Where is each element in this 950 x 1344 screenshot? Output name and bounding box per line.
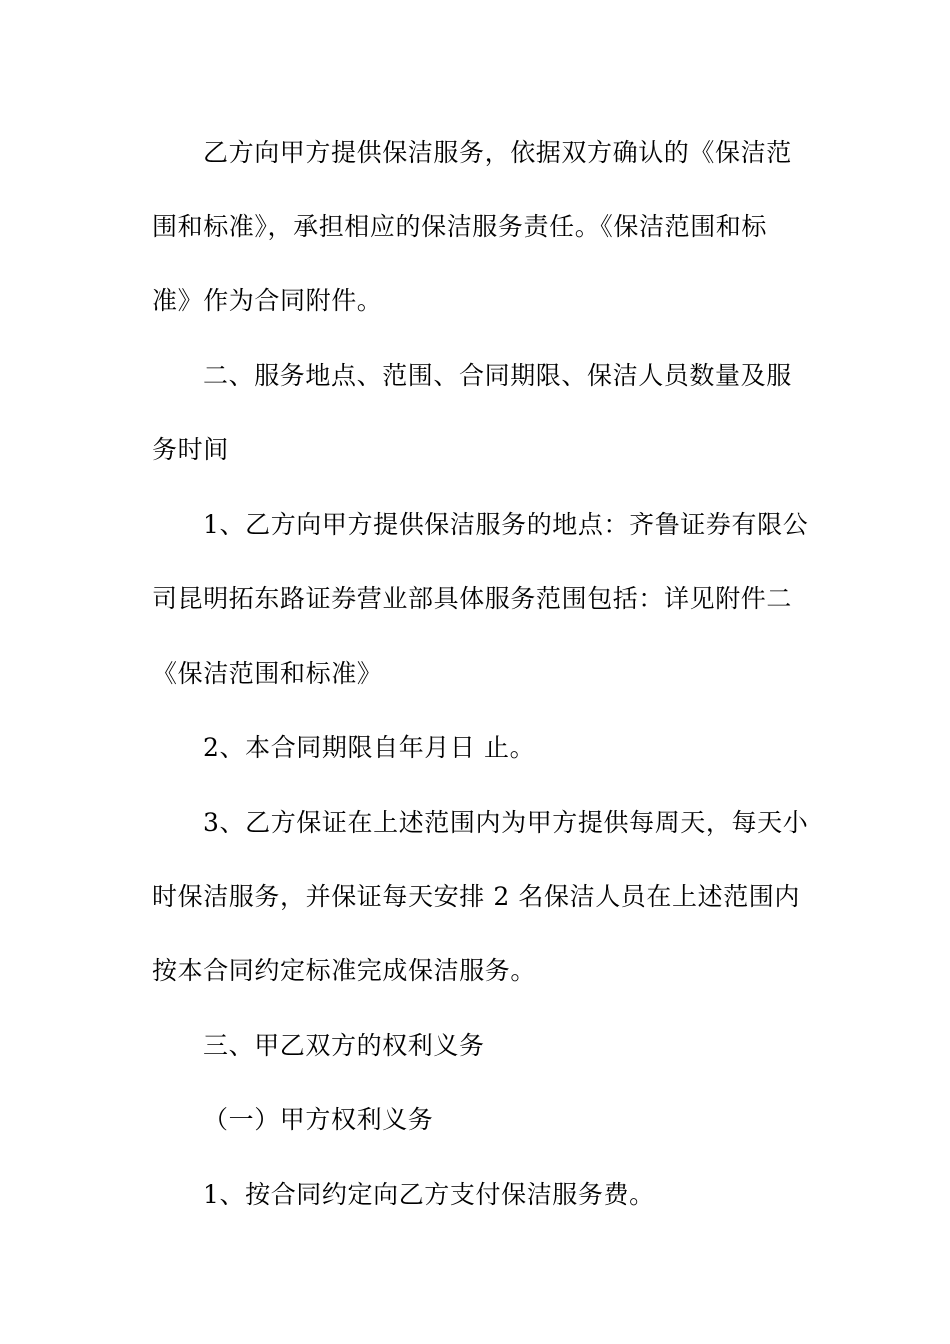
paragraph-line: 准》作为合同附件。 — [152, 286, 383, 315]
paragraph-line: 司昆明拓东路证券营业部具体服务范围包括：详见附件二 — [152, 584, 793, 613]
paragraph-line: 3、乙方保证在上述范围内为甲方提供每周天，每天小 — [203, 808, 809, 837]
paragraph-line: 围和标准》，承担相应的保洁服务责任。《保洁范围和标 — [152, 212, 768, 241]
paragraph-line: 1、按合同约定向乙方支付保洁服务费。 — [203, 1180, 655, 1209]
paragraph-line: 时保洁服务，并保证每天安排 2 名保洁人员在上述范围内 — [152, 882, 801, 911]
section-heading-line: 三、甲乙双方的权利义务 — [203, 1031, 485, 1060]
paragraph-line: 《保洁范围和标准》 — [152, 659, 383, 688]
paragraph-line: 按本合同约定标准完成保洁服务。 — [152, 956, 537, 985]
paragraph-line: 2、本合同期限自年月日 止。 — [203, 733, 536, 762]
section-heading-line: 务时间 — [152, 435, 229, 464]
paragraph-line: 乙方向甲方提供保洁服务，依据双方确认的《保洁范 — [203, 138, 792, 167]
section-heading-line: 二、服务地点、范围、合同期限、保洁人员数量及服 — [203, 361, 792, 390]
subsection-heading-line: （一）甲方权利义务 — [203, 1105, 434, 1134]
paragraph-line: 1、乙方向甲方提供保洁服务的地点：齐鲁证券有限公 — [203, 510, 809, 539]
